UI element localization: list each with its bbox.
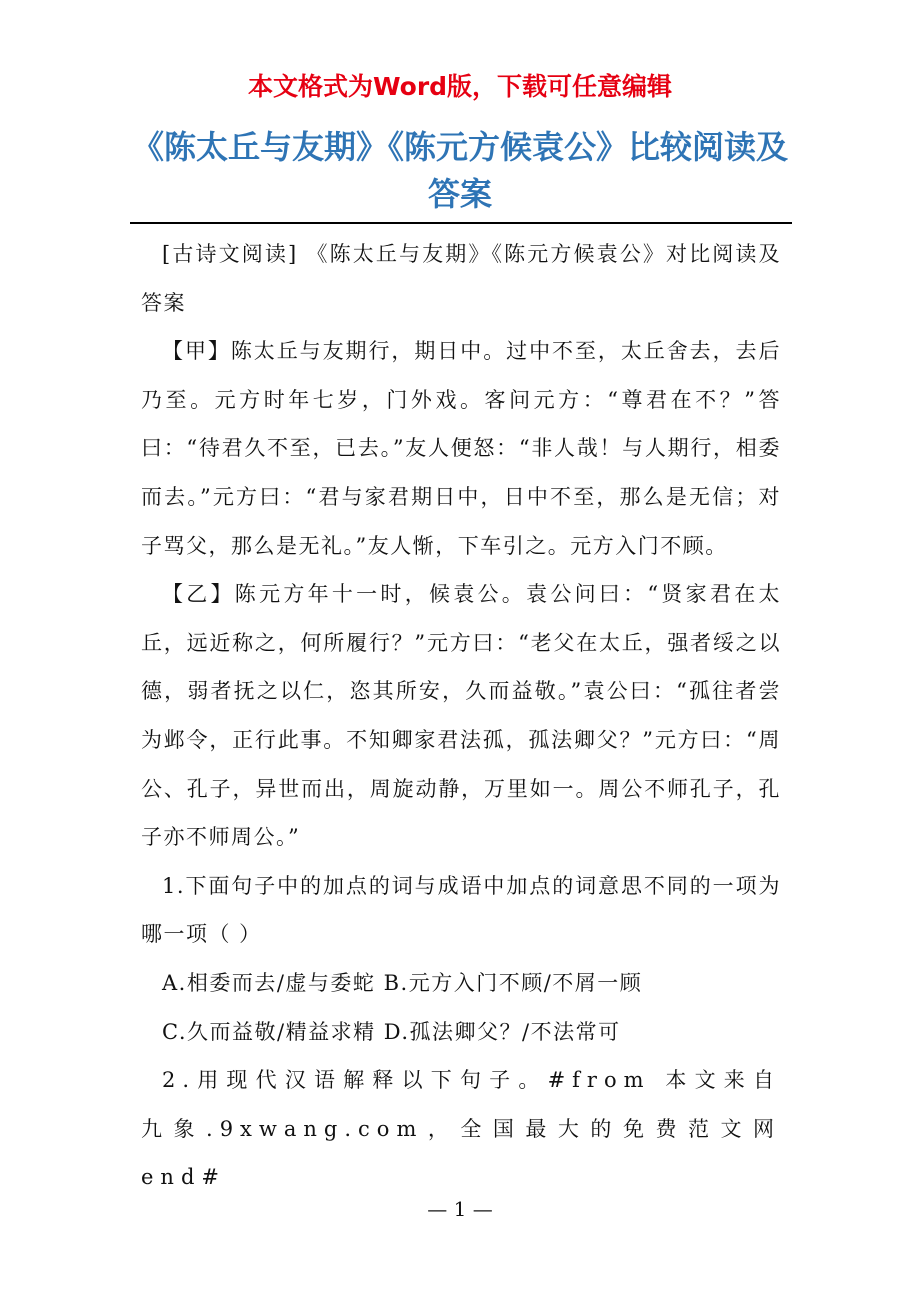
intro-paragraph: [古诗文阅读] 《陈太丘与友期》《陈元方候袁公》对比阅读及答案 <box>141 242 781 315</box>
page-number: — 1 — <box>427 1197 493 1221</box>
question-2: 2.用现代汉语解释以下句子。#from 本文来自九象.9xwang.com，全国最大的免费范文网 end# <box>141 1068 781 1190</box>
question-1-options-ab: A.相委而去/虚与委蛇 B.元方入门不顾/不屑一顾 <box>162 970 643 995</box>
document-title: 《陈太丘与友期》《陈元方候袁公》比较阅读及答案 <box>131 128 788 213</box>
document-body <box>141 230 781 1202</box>
question-1-options-cd: C.久而益敬/精益求精 D.孤法卿父？/不法常可 <box>162 1019 621 1044</box>
format-banner: 本文格式为Word版，下载可任意编辑 <box>247 72 673 101</box>
question-1: 1.下面句子中的加点的词与成语中加点的词意思不同的一项为哪一项（ ） <box>141 873 781 947</box>
title-divider <box>130 222 792 224</box>
passage-b: 【乙】陈元方年十一时，候袁公。袁公问曰：“贤家君在太丘，远近称之，何所履行？”元方曰：“老父在太丘，强者绥之以德，弱者抚之以仁，恣其所安，久而益敬。”袁公曰：“孤往者尝为邺令，正行此事。不知卿家君法孤，孤法卿父？”元方曰：“周公、孔子，异世而出，周旋动静，万里如一。周公不师孔子，孔子亦不师周公。” <box>141 582 781 850</box>
passage-a: 【甲】陈太丘与友期行，期日中。过中不至，太丘舍去，去后乃至。元方时年七岁，门外戏。客问元方：“尊君在不？”答曰：“待君久不至，已去。”友人便怒：“非人哉！与人期行，相委而去。”元方曰：“君与家君期日中，日中不至，那么是无信；对子骂父，那么是无礼。”友人惭，下车引之。元方入门不顾。 <box>141 339 781 558</box>
